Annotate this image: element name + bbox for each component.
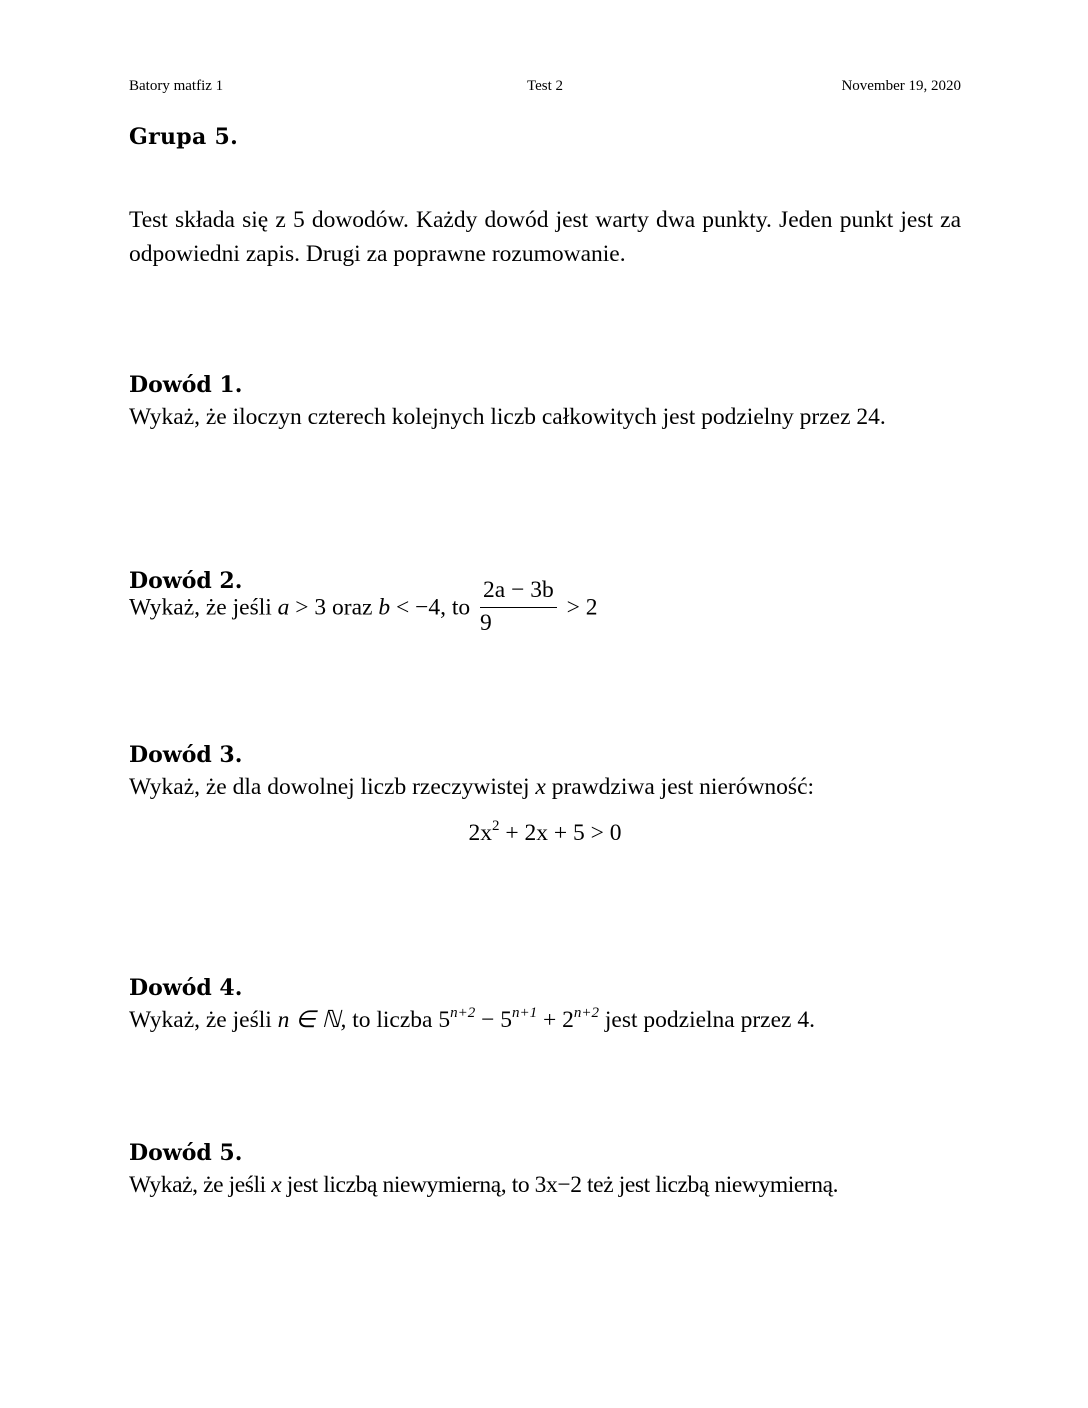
header-date: November 19, 2020	[841, 78, 961, 94]
proof-2-var-b: b	[378, 594, 391, 621]
proof-1-text: Wykaż, że iloczyn czterech kolejnych liczb całkowitych jest podzielny przez 24.	[129, 404, 886, 430]
proof-4-condition: n ∈ ℕ,	[277, 1007, 347, 1033]
proof-3-text-before: Wykaż, że dla dowolnej liczb rzeczywistej	[129, 774, 530, 800]
proof-3-var-x: x	[535, 774, 546, 800]
proof-3	[129, 740, 961, 847]
fraction-denominator: 9	[480, 610, 492, 636]
equation-term-2x: 2x	[468, 820, 492, 846]
header-course: Batory matfiz 1	[129, 78, 224, 94]
proof-4-text-before: Wykaż, że jeśli	[129, 1007, 272, 1033]
proof-3-text-after: prawdziwa jest nierówność:	[551, 774, 815, 800]
proof-5-text-before: Wykaż, że jeśli	[129, 1172, 266, 1198]
header-test-name: Test 2	[526, 78, 564, 94]
proof-2-text-before: Wykaż, że jeśli	[129, 594, 272, 621]
proof-5-text-after: też jest liczbą niewymierną.	[587, 1172, 839, 1198]
term-3-exponent: n+2	[573, 1005, 599, 1021]
proof-2-text	[129, 578, 961, 640]
proof-4	[129, 973, 961, 1037]
proof-2-after-fraction: > 2	[566, 594, 598, 621]
proof-4-text	[129, 1003, 961, 1037]
proof-4-title: Dowód 4.	[129, 975, 243, 1001]
proof-5-expression: 3x−2	[534, 1172, 582, 1198]
proof-4-text-after: jest podzielna przez 4.	[604, 1007, 815, 1033]
intro-paragraph: Test składa się z 5 dowodów. Każdy dowód jest warty dwa punkty. Jeden punkt jest za odpowiedni zapis. Drugi za poprawne rozumowanie.	[129, 207, 961, 267]
proof-5	[129, 1138, 961, 1202]
proof-2-title: Dowód 2.	[129, 568, 243, 594]
proof-3-title: Dowód 3.	[129, 742, 243, 768]
proof-3-equation	[129, 820, 961, 847]
operator-plus: +	[537, 1007, 563, 1033]
proof-5-text	[129, 1168, 961, 1202]
group-title: Grupa 5.	[129, 124, 239, 150]
proof-2-cond-b: < −4,	[395, 594, 446, 621]
term-1-base: 5	[438, 1007, 451, 1033]
proof-5-title: Dowód 5.	[129, 1140, 243, 1166]
proof-2-cond-a: > 3	[295, 594, 327, 621]
proof-4-expression	[438, 1007, 599, 1033]
term-3-base: 2	[562, 1007, 574, 1033]
proof-5-var-x: x	[271, 1172, 282, 1198]
proof-2-connector-to: to	[451, 594, 471, 621]
term-2-exponent: n+1	[511, 1005, 538, 1021]
proof-5-text-mid: jest liczbą niewymierną, to	[286, 1172, 530, 1198]
proof-4-text-mid: to liczba	[352, 1007, 433, 1033]
proof-2-connector: oraz	[332, 594, 373, 621]
equation-rest: + 2x + 5 > 0	[505, 820, 622, 846]
running-header	[129, 78, 961, 100]
operator-minus: −	[475, 1007, 501, 1033]
term-1-exponent: n+2	[450, 1005, 476, 1021]
fraction-numerator: 2a − 3b	[480, 576, 557, 608]
proof-3-text	[129, 770, 961, 804]
proof-2	[129, 566, 961, 658]
proof-2-fraction	[480, 576, 557, 638]
proof-2-var-a: a	[277, 594, 290, 621]
term-2-base: 5	[500, 1007, 512, 1033]
equation-exponent: 2	[491, 818, 500, 834]
proof-1	[129, 370, 961, 434]
proof-1-title: Dowód 1.	[129, 372, 243, 398]
